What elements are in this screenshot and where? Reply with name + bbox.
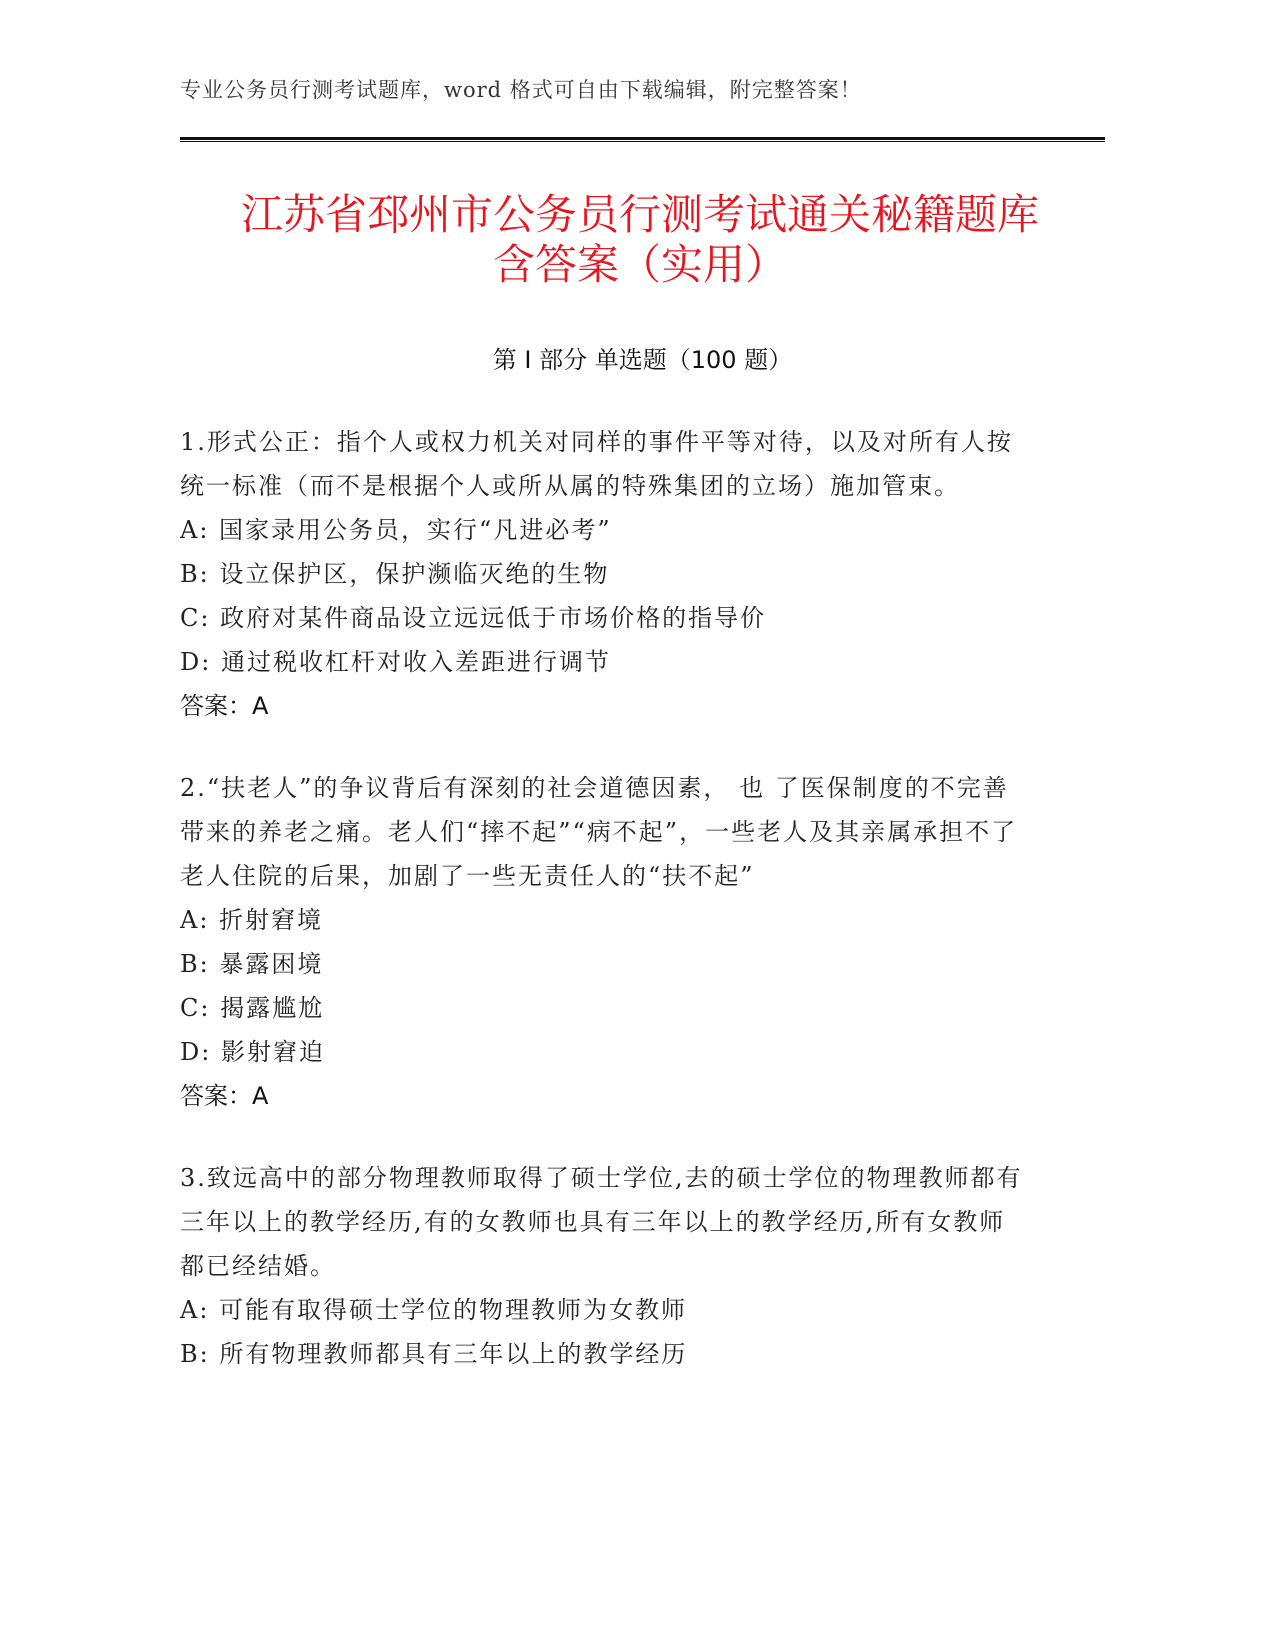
option-c: C: 揭露尴尬 [180, 994, 325, 1022]
question-1 [180, 420, 1030, 728]
option-d: D: 影射窘迫 [180, 1038, 325, 1066]
option-b: B: 暴露困境 [180, 950, 324, 978]
question-stem: 3.致远高中的部分物理教师取得了硕士学位,去的硕士学位的物理教师都有三年以上的教学经历,有的女教师也具有三年以上的教学经历,所有女教师都已经结婚。 [180, 1164, 1023, 1280]
title-line-1: 江苏省邳州市公务员行测考试通关秘籍题库 [240, 190, 1039, 239]
question-stem: 2.“扶老人”的争议背后有深刻的社会道德因素， 也 了医保制度的不完善带来的养老之痛。老人们“摔不起”“病不起”，一些老人及其亲属承担不了老人住院的后果，加剧了一些无责任人的“扶不起” [180, 774, 1018, 890]
option-b: B: 所有物理教师都具有三年以上的教学经历 [180, 1340, 688, 1368]
option-d: D: 通过税收杠杆对收入差距进行调节 [180, 648, 611, 676]
document-title [150, 190, 1130, 290]
header-note: 专业公务员行测考试题库，word 格式可自由下载编辑，附完整答案！ [180, 78, 862, 102]
option-a: A: 国家录用公务员，实行“凡进必考” [180, 516, 612, 544]
question-stem: 1.形式公正：指个人或权力机关对同样的事件平等对待，以及对所有人按统一标准（而不是根据个人或所从属的特殊集团的立场）施加管束。 [180, 428, 1013, 500]
header-divider [180, 137, 1105, 142]
section-heading: 第 I 部分 单选题（100 题） [492, 346, 793, 374]
question-2 [180, 766, 1030, 1118]
title-line-2: 含答案（实用） [492, 240, 787, 289]
option-a: A: 可能有取得硕士学位的物理教师为女教师 [180, 1296, 688, 1324]
question-list [180, 420, 1030, 1414]
question-3 [180, 1156, 1030, 1376]
answer-line: 答案：A [180, 692, 269, 720]
option-b: B: 设立保护区，保护濒临灭绝的生物 [180, 560, 610, 588]
option-a: A: 折射窘境 [180, 906, 324, 934]
option-c: C: 政府对某件商品设立远远低于市场价格的指导价 [180, 604, 767, 632]
answer-line: 答案：A [180, 1082, 269, 1110]
